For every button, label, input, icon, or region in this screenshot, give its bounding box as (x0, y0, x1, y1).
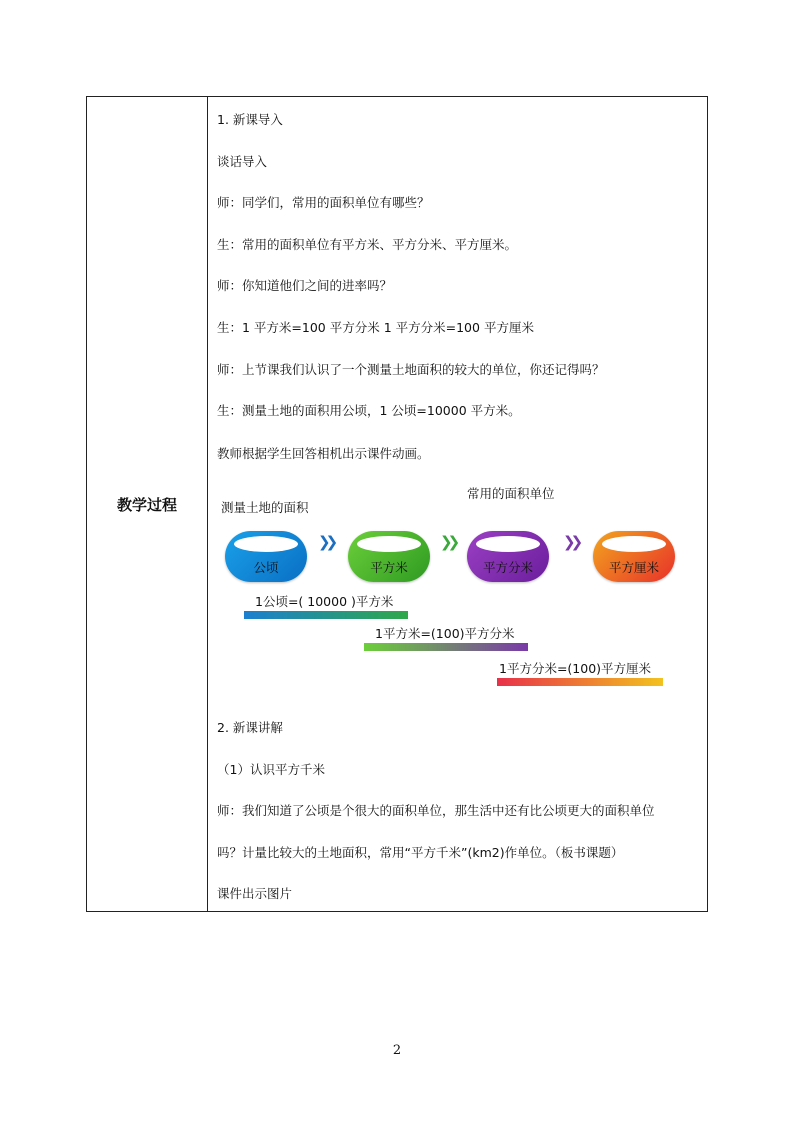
pill-cap (476, 536, 540, 552)
section-label: 教学过程 (116, 495, 177, 514)
unit-pill-square-decimeter (467, 531, 549, 582)
conversion-bar-square-meter (364, 643, 528, 651)
pill-cap (357, 536, 421, 552)
label-cell (87, 97, 207, 911)
text-line: 师：同学们，常用的面积单位有哪些？ (217, 195, 430, 210)
unit-pill-hectare (225, 531, 307, 582)
diagram-left-title: 测量土地的面积 (221, 500, 309, 515)
pill-cap (234, 536, 298, 552)
text-line: 1. 新课导入 (217, 112, 283, 127)
column-divider (207, 97, 208, 911)
unit-pill-square-meter (348, 531, 430, 582)
unit-label: 公顷 (253, 560, 279, 575)
text-line: 生：1 平方米=100 平方分米 1 平方分米=100 平方厘米 (217, 320, 534, 335)
text-line: （1）认识平方千米 (217, 762, 325, 777)
text-line: 吗？计量比较大的土地面积，常用“平方千米”(km2)作单位。（板书课题） (217, 845, 624, 860)
conversion-square-decimeter: 1平方分米=(100)平方厘米 (499, 661, 652, 676)
unit-label: 平方米 (370, 560, 408, 575)
text-line: 2. 新课讲解 (217, 720, 283, 735)
conversion-bar-square-decimeter (497, 678, 663, 686)
text-line: 教师根据学生回答相机出示课件动画。 (217, 446, 430, 461)
text-line: 师：上节课我们认识了一个测量土地面积的较大的单位，你还记得吗？ (217, 362, 605, 377)
content-cell (217, 97, 702, 911)
conversion-square-meter: 1平方米=(100)平方分米 (375, 626, 515, 641)
unit-label: 平方厘米 (608, 560, 659, 575)
lesson-table (86, 96, 708, 912)
text-line: 师：我们知道了公顷是个很大的面积单位，那生活中还有比公顷更大的面积单位 (217, 803, 655, 818)
unit-diagram (217, 481, 702, 703)
text-line: 生：常用的面积单位有平方米、平方分米、平方厘米。 (217, 237, 518, 252)
conversion-bar-hectare (244, 611, 408, 619)
chevron-right-icon: ❯❯ (563, 533, 579, 551)
page-number: 2 (392, 1043, 402, 1058)
text-line: 生：测量土地的面积用公顷，1 公顷=10000 平方米。 (217, 403, 521, 418)
diagram-right-title: 常用的面积单位 (467, 486, 555, 501)
pill-cap (602, 536, 666, 552)
text-line: 课件出示图片 (217, 886, 293, 901)
chevron-right-icon: ❯❯ (440, 533, 456, 551)
chevron-right-icon: ❯❯ (318, 533, 334, 551)
text-line: 谈话导入 (217, 154, 268, 169)
unit-label: 平方分米 (482, 560, 533, 575)
unit-pill-square-centimeter (593, 531, 675, 582)
conversion-hectare: 1公顷=( 10000 )平方米 (255, 594, 394, 609)
text-line: 师：你知道他们之间的进率吗？ (217, 278, 393, 293)
